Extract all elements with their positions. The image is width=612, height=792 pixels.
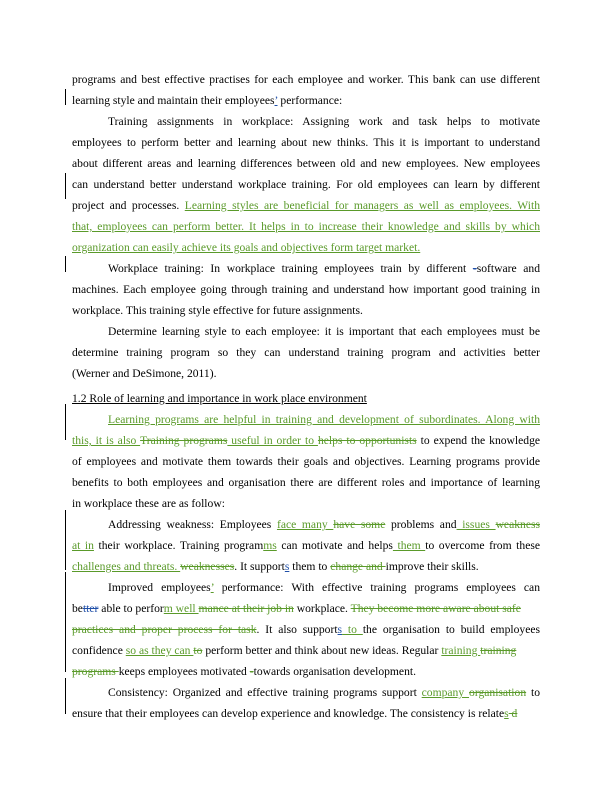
change-bar xyxy=(65,510,66,570)
paragraph-line: in workplace these are as follow: xyxy=(72,497,225,510)
paragraph-line: project and processes. Learning styles are beneficial for managers as well as employees. With xyxy=(72,199,541,212)
paragraph-line: learning style and maintain their employees’ performance: xyxy=(72,94,343,107)
paragraph-line: Consistency: Organized and effective training programs support company organisation to xyxy=(108,686,540,699)
change-bar xyxy=(65,173,66,199)
paragraph-line: benefits to both employees and organisation there are different roles and importance of learning xyxy=(72,476,540,489)
change-bar xyxy=(65,678,66,714)
paragraph-line: better able to perform well mance at their job in workplace. They become more aware about safe xyxy=(72,602,521,615)
change-bar xyxy=(65,572,66,672)
paragraph-line: Workplace training: In workplace training employees train by different -software and xyxy=(108,262,540,275)
paragraph-line: Improved employees’ performance: With effective training programs employees can xyxy=(108,581,540,594)
change-bar xyxy=(65,89,66,105)
paragraph-line: machines. Each employee going through training and understand how important good training in xyxy=(72,283,540,296)
paragraph-line: determine training program so they can understand training program and activities better xyxy=(72,346,540,359)
paragraph-line: programs keeps employees motivated -towards organisation development. xyxy=(72,665,416,678)
paragraph-line: this, it is also Training programs useful in order to helps to opportunists to expend the knowledge xyxy=(72,434,541,447)
paragraph-line: Determine learning style to each employee: it is important that each employees must be xyxy=(108,325,540,338)
paragraph-line: (Werner and DeSimone, 2011). xyxy=(72,367,217,380)
paragraph-line: of employees and motivate them towards their goals and objectives. Learning programs provide xyxy=(72,455,540,468)
paragraph-line: ensure that their employees can develop experience and knowledge. The consistency is relates d xyxy=(72,707,518,720)
paragraph-line: Training assignments in workplace: Assigning work and task helps to motivate xyxy=(108,115,540,128)
paragraph-line: practices and proper process for task. It also supports to the organisation to build employees xyxy=(72,623,540,636)
paragraph-line: Addressing weakness: Employees face many have some problems and issues weakness xyxy=(108,518,540,531)
paragraph-line: programs and best effective practises for each employee and worker. This bank can use different xyxy=(72,73,540,86)
change-bar xyxy=(65,256,66,272)
inserted-text: that, employees can perform better. It helps in to increase their knowledge and skills by which xyxy=(72,220,540,233)
section-heading: 1.2 Role of learning and importance in work place environment xyxy=(72,392,367,405)
paragraph-line: challenges and threats. weaknesses. It supports them to change and improve their skills. xyxy=(72,560,479,573)
paragraph-line: workplace. This training style effective for future assignments. xyxy=(72,304,363,317)
paragraph-line: at in their workplace. Training programms can motivate and helps them to overcome from these xyxy=(72,539,540,552)
paragraph-line: confidence so as they can to perform better and think about new ideas. Regular training training xyxy=(72,644,517,657)
paragraph-line: about different areas and learning differences between old and new employees. New employees xyxy=(72,157,540,170)
change-bar xyxy=(65,404,66,440)
inserted-text: organization can easily achieve its goals and objectives form target market. xyxy=(72,241,421,254)
paragraph-line: can understand better understand workplace training. For old employees can learn by different xyxy=(72,178,540,191)
inserted-text: Learning programs are helpful in training and development of subordinates. Along with xyxy=(108,413,540,426)
paragraph-line: employees to perform better and learning about new thinks. This it is important to understand xyxy=(72,136,540,149)
